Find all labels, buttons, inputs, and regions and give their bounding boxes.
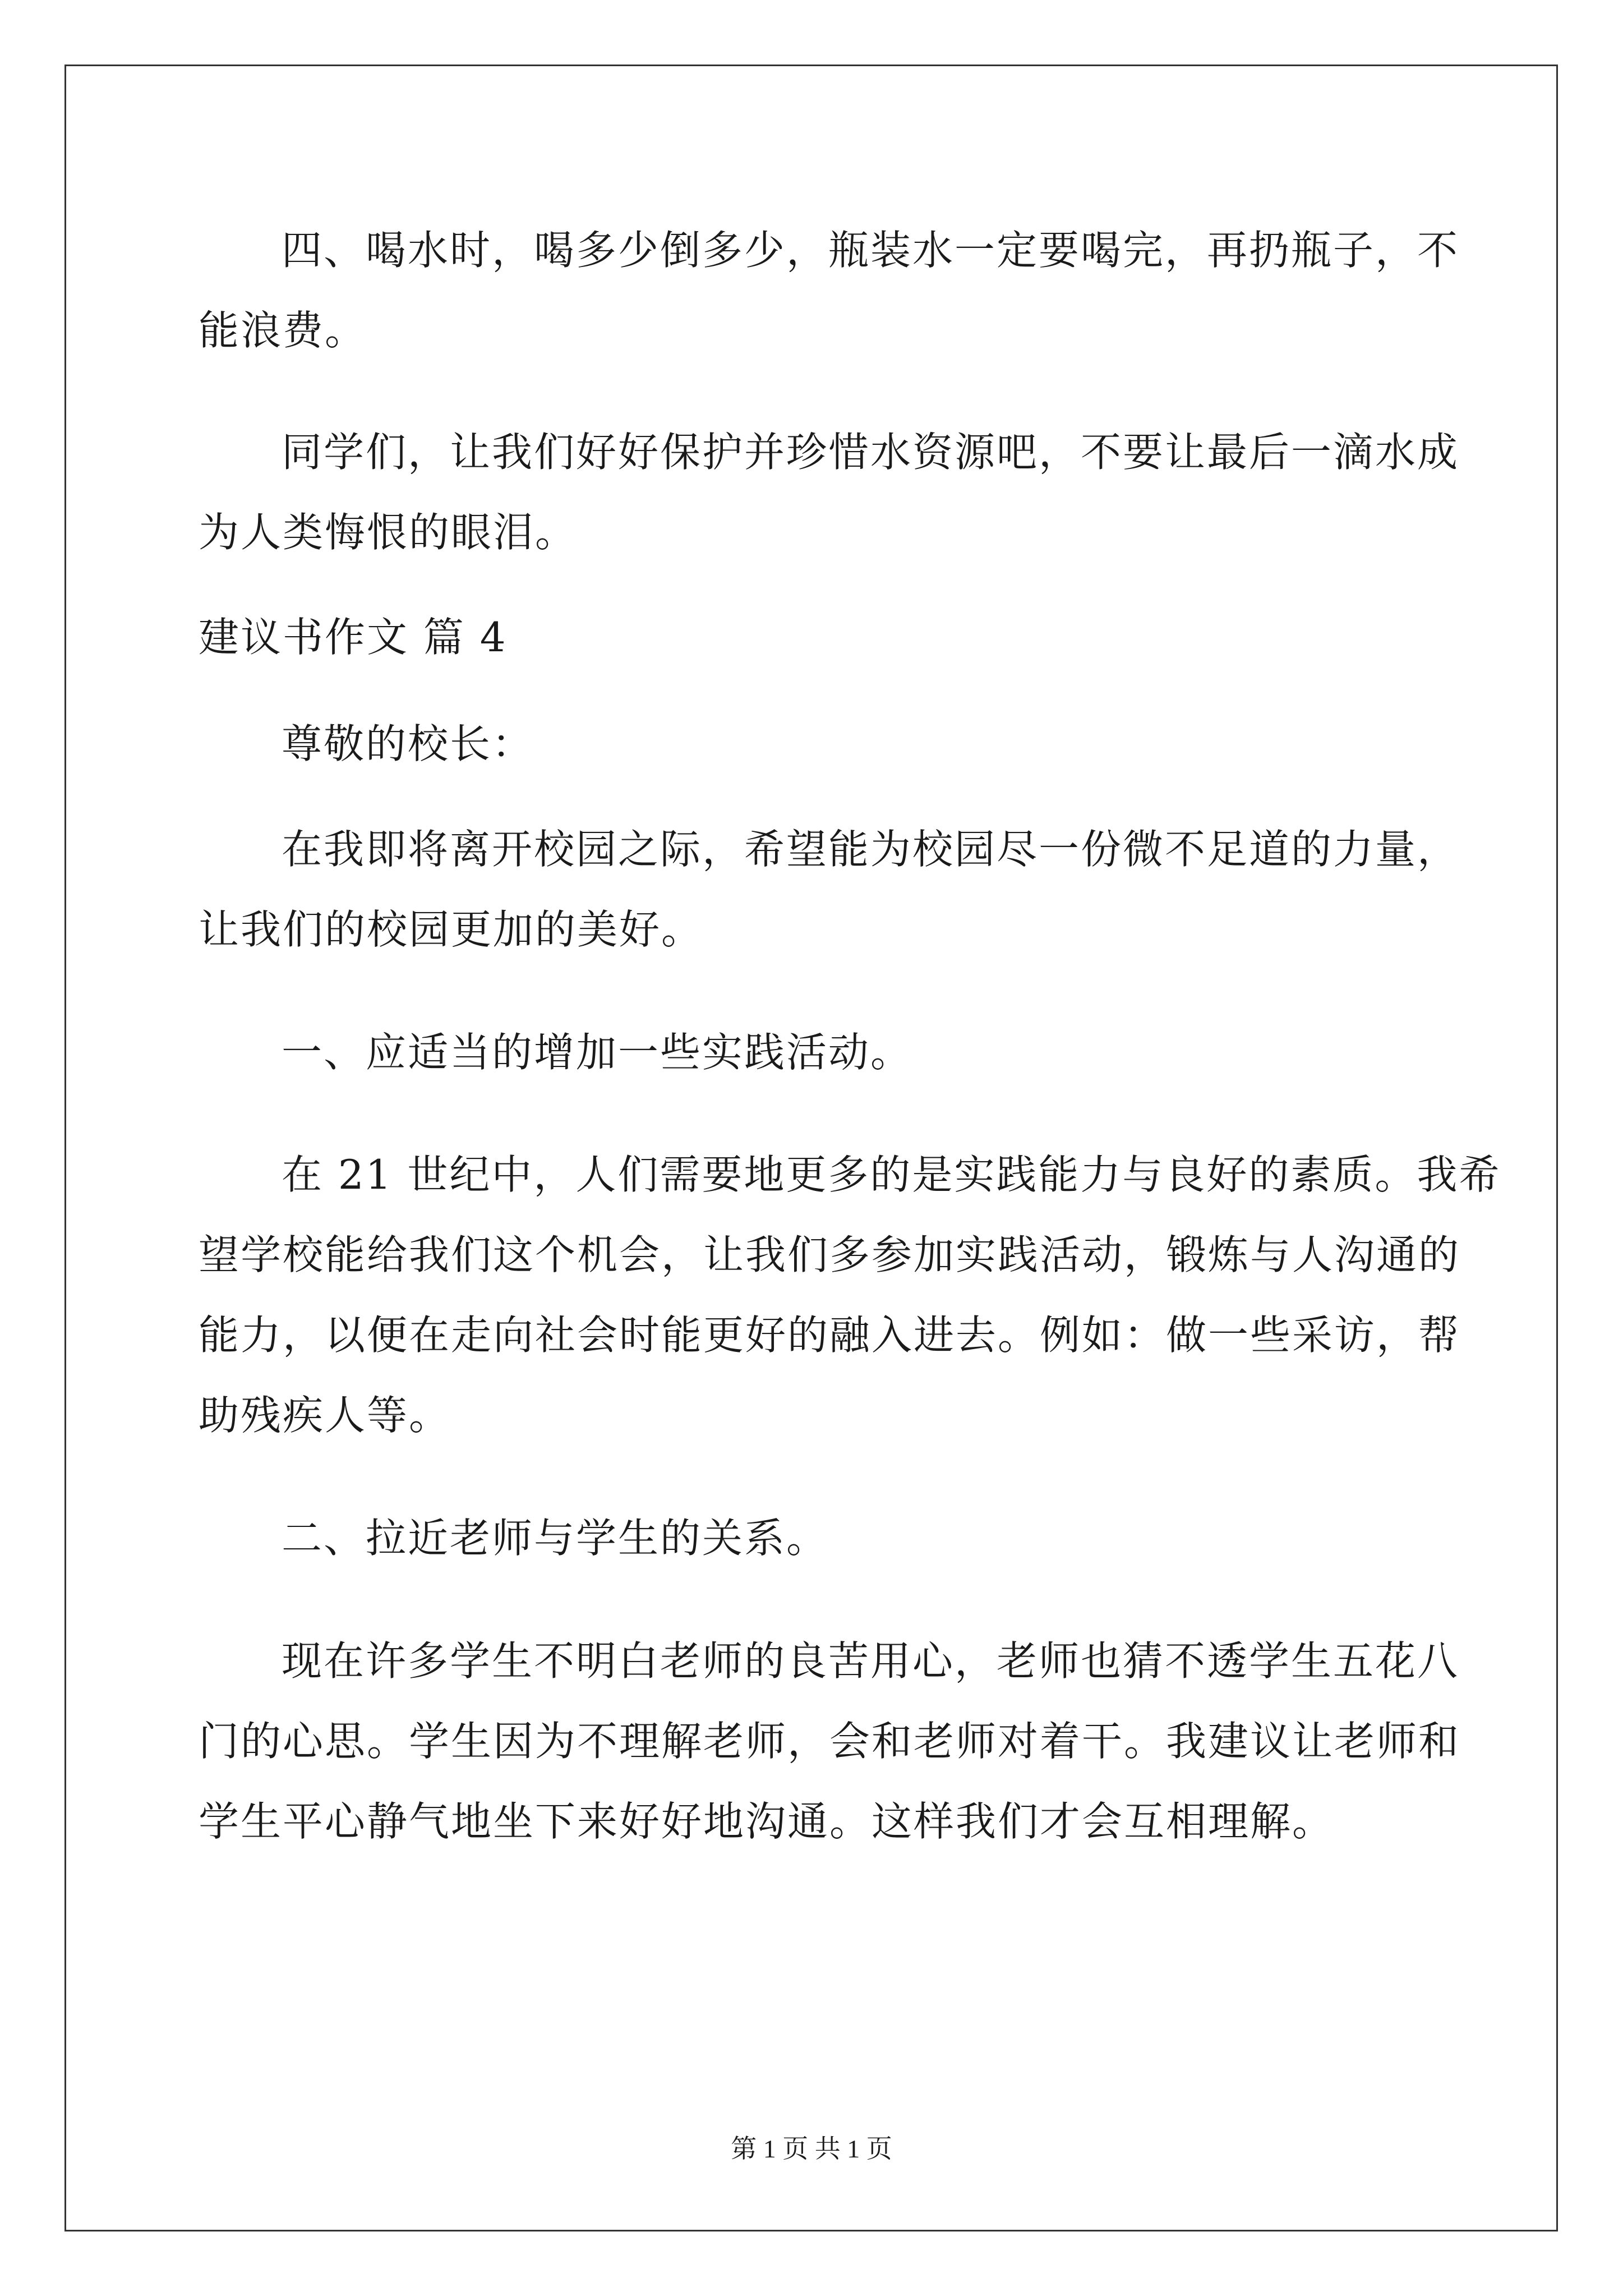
paragraph-line: 门的心思。学生因为不理解老师，会和老师对着干。我建议让老师和: [199, 1718, 1461, 1765]
page-number-footer: 第 1 页 共 1 页: [731, 2134, 892, 2163]
paragraph-line: 现在许多学生不明白老师的良苦用心，老师也猜不透学生五花八: [282, 1637, 1460, 1685]
paragraph-line: 二、拉近老师与学生的关系。: [282, 1515, 829, 1562]
paragraph-line: 学生平心静气地坐下来好好地沟通。这样我们才会互相理解。: [199, 1798, 1335, 1845]
page-border: [64, 65, 1558, 2231]
salutation: 尊敬的校长：: [282, 720, 534, 767]
paragraph-line: 望学校能给我们这个机会，让我们多参加实践活动，锻炼与人沟通的: [199, 1231, 1461, 1278]
paragraph-line: 为人类悔恨的眼泪。: [199, 509, 578, 556]
paragraph-line: 助残疾人等。: [199, 1392, 451, 1439]
paragraph-line: 让我们的校园更加的美好。: [199, 906, 704, 953]
paragraph-line: 能力，以便在走向社会时能更好的融入进去。例如：做一些采访，帮: [199, 1312, 1461, 1359]
paragraph-line: 能浪费。: [199, 307, 367, 354]
paragraph-line: 一、应适当的增加一些实践活动。: [282, 1029, 913, 1076]
section-heading: 建议书作文 篇 4: [199, 614, 508, 661]
paragraph-line: 同学们，让我们好好保护并珍惜水资源吧，不要让最后一滴水成: [282, 429, 1460, 476]
paragraph-line: 四、喝水时，喝多少倒多少，瓶装水一定要喝完，再扔瓶子，不: [282, 227, 1460, 274]
paragraph-line: 在我即将离开校园之际，希望能为校园尽一份微不足道的力量，: [282, 826, 1460, 873]
paragraph-line: 在 21 世纪中，人们需要地更多的是实践能力与良好的素质。我希: [282, 1151, 1501, 1198]
